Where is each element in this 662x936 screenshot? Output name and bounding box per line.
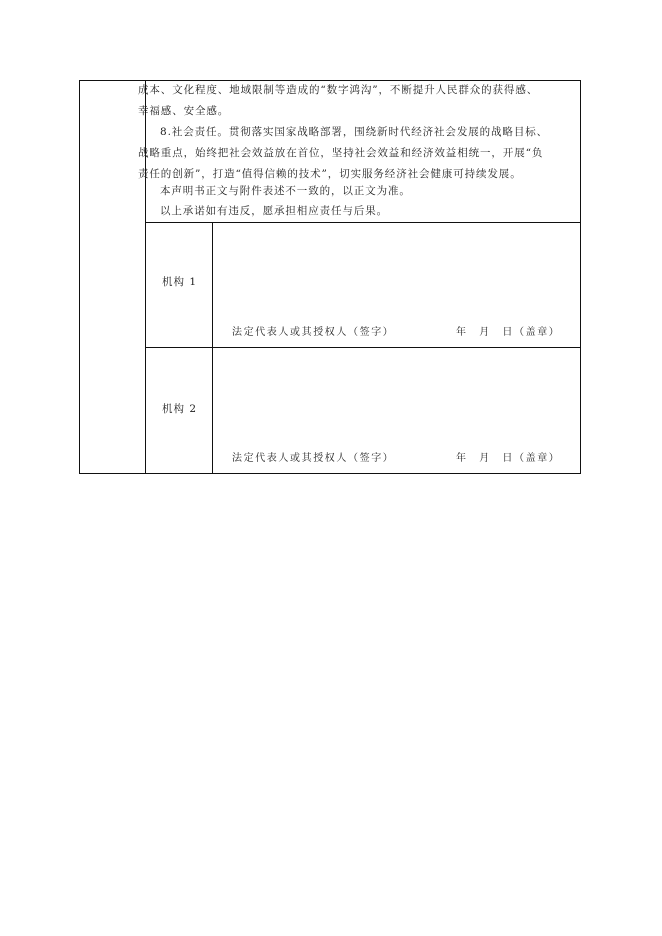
org-label: 机构 2 (162, 403, 198, 415)
org-label: 机构 1 (162, 276, 198, 288)
statement-line: 8.社会责任。贯彻落实国家战略部署，围绕新时代经济社会发展的战略目标、 (160, 126, 549, 138)
date-seal-label: 年 月 日（盖章） (456, 453, 561, 464)
statement-line: 成本、文化程度、地域限制等造成的“数字鸿沟”，不断提升人民群众的获得感、 (138, 84, 539, 96)
row-divider-2 (145, 347, 581, 348)
row-divider-1 (145, 222, 581, 223)
statement-line: 本声明书正文与附件表述不一致的，以正文为准。 (160, 185, 411, 197)
statement-line: 以上承诺如有违反，愿承担相应责任与后果。 (160, 205, 388, 217)
column-divider-2 (212, 222, 213, 474)
signer-label: 法定代表人或其授权人（签字） (232, 327, 395, 338)
statement-line: 战略重点，始终把社会效益放在首位，坚持社会效益和经济效益相统一，开展“负 (138, 147, 544, 159)
date-seal-label: 年 月 日（盖章） (456, 327, 561, 338)
statement-line: 幸福感、安全感。 (138, 105, 230, 117)
signer-label: 法定代表人或其授权人（签字） (232, 453, 395, 464)
statement-line: 责任的创新”，打造“值得信赖的技术”，切实服务经济社会健康可持续发展。 (138, 168, 522, 180)
